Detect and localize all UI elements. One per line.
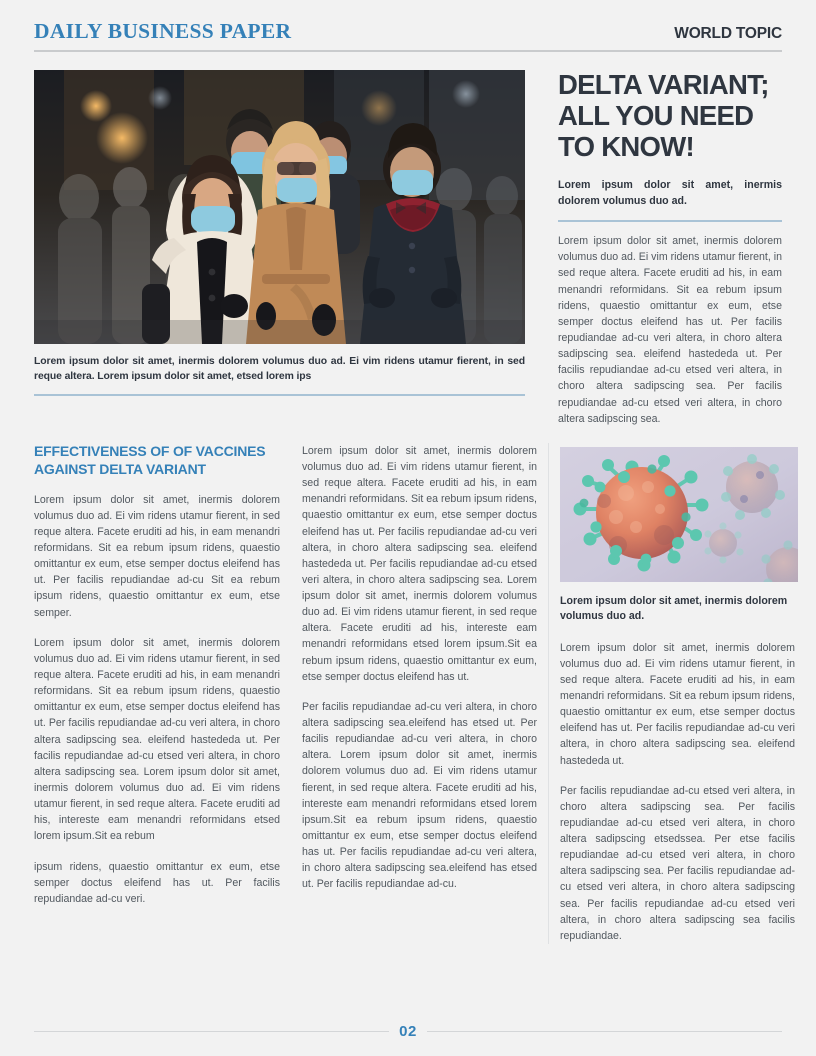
middle-column	[291, 443, 537, 893]
left-column-heading: EFFECTIVENESS OF OF VACCINES AGAINST DELTA VARIANT	[34, 442, 266, 477]
top-zone	[34, 70, 782, 427]
masthead-divider	[34, 50, 782, 52]
middle-column-paragraph-2: Per facilis repudiandae ad-cu veri altera, in choro altera sadipscing sea.eleifend has etsed ut. Per facilis repudiandae ad-cu veri altera, in choro altera. Lorem ipsum dolor sit amet, inermis dolorem volumus duo ad. Ei vim ridens utamur fierent, in sed reque altera. Facete eruditi ad his, intereste eam menandri reformidans etsed lorem ipsum.Sit ea rebum ipsum ridens, quaestio omittantur ex eum, etse semper doctus eleifend has ut. Per facilis repudiandae ad-cu veri altera, in choro altera sadipscing sea.eleifend has etsed ut. Per facilis repudiandae ad-cu.	[302, 700, 537, 891]
left-column-paragraph-2: Lorem ipsum dolor sit amet, inermis dolorem volumus duo ad. Ei vim ridens utamur fierent, in sed reque altera. Facete eruditi ad his, in eam menandri reformidans. Sit ea rebum ipsum ridens, quaestio omittantur ex eum, etse semper doctus eleifend has ut. Per facilis repudiandae ad-cu veri altera, in choro altera sadipscing sea. eleifend hastededa ut. Per facilis repudiandae ad-cu etsed veri altera, in choro altera sadipscing sea. Lorem ipsum dolor sit amet, inermis dolorem volumus duo ad. Ei vim ridens utamur fierent, in sed reque altera. Facete eruditi ad his, intereste eam menandri reformidans etsed lorem ipsum.Sit ea rebum	[34, 636, 280, 843]
lead-photo-caption: Lorem ipsum dolor sit amet, inermis dolorem volumus duo ad. Ei vim ridens utamur fierent, in sed reque altera. Lorem ipsum dolor sit amet, etsed lorem ips	[34, 356, 525, 383]
right-column-paragraph-2: Per facilis repudiandae ad-cu etsed veri altera, in choro altera sadipscing sea. Per facilis repudiandae ad-cu etsed veri altera, in choro altera sadipscing etsedssea. Per etse facilis repudiandae ad-cu etsed veri altera, in choro altera sadipscing sea. Per facilis repudiandae ad-cu etsed veri altera, in choro altera sadipscing sea. Per facilis repudiandae ad-cu etsed veri altera, in choro altera sadipscing sea facilis repudiandae.	[560, 784, 795, 942]
middle-column-paragraph-1: Lorem ipsum dolor sit amet, inermis dolorem volumus duo ad. Ei vim ridens utamur fierent, in sed reque altera. Facete eruditi ad his, in eam menandri reformidans. Sit ea rebum ipsum ridens, quaestio omittantur ex eum, etse semper doctus eleifend has ut. Per facilis repudiandae ad-cu veri altera, in choro altera sadipscing sea. eleifend hastededa ut. Per facilis repudiandae ad-cu etsed veri altera, in choro altera sadipscing sea. Lorem ipsum dolor sit amet, inermis dolorem volumus duo ad. Ei vim ridens utamur fierent, in sed reque altera. Facete eruditi ad his, intereste eam menandri reformidans etsed lorem ipsum.Sit ea rebum ipsum ridens, quaestio omittantur ex eum, etse semper doctus eleifend has ut.	[302, 444, 537, 683]
masthead	[34, 0, 782, 50]
footer-rule-right	[427, 1031, 782, 1032]
left-column-paragraph-3: ipsum ridens, quaestio omittantur ex eum, etse semper doctus eleifend has ut. Per facilis repudiandae ad-cu veri.	[34, 860, 280, 905]
left-column-paragraph-1: Lorem ipsum dolor sit amet, inermis dolorem volumus duo ad. Ei vim ridens utamur fierent, in sed reque altera. Facete eruditi ad his, in eam menandri reformidans. Sit ea rebum ipsum ridens, quaestio omittantur ex eum, etse semper doctus eleifend has ut. Per facilis repudiandae ad-cu Sit ea rebum ipsum ridens, quaestio omittantur ex eum, etse semper.	[34, 493, 280, 619]
right-column-paragraph-1: Lorem ipsum dolor sit amet, inermis dolorem volumus duo ad. Ei vim ridens utamur fierent, in sed reque altera. Facete eruditi ad his, in eam menandri reformidans. Sit ea rebum ipsum ridens, quaestio omittantur ex eum, etse semper doctus eleifend has ut. Per facilis repudiandae ad-cu veri altera, in choro altera sadipscing sea. eleifend hastededa ut.	[560, 641, 795, 767]
lead-photo	[34, 70, 525, 344]
page-footer	[34, 1023, 782, 1040]
virus-photo	[560, 447, 798, 582]
footer-rule-left	[34, 1031, 389, 1032]
headline-column	[537, 70, 782, 427]
virus-photo-caption: Lorem ipsum dolor sit amet, inermis dolorem volumus duo ad.	[560, 594, 788, 623]
lead-photo-illustration	[34, 70, 525, 344]
masthead-title: DAILY BUSINESS PAPER	[34, 19, 292, 43]
masthead-section-label: WORLD TOPIC	[674, 25, 782, 42]
page-number: 02	[399, 1023, 417, 1040]
standfirst-divider	[558, 220, 782, 222]
virus-photo-illustration	[560, 447, 798, 582]
lead-photo-column	[34, 70, 525, 396]
body-columns	[34, 442, 795, 944]
caption-divider	[34, 394, 525, 396]
article-standfirst: Lorem ipsum dolor sit amet, inermis dolorem volumus duo ad.	[558, 179, 782, 207]
headline-intro-paragraph: Lorem ipsum dolor sit amet, inermis dolorem volumus duo ad. Ei vim ridens utamur fierent, in sed reque altera. Facete eruditi ad his, in eam menandri reformidans. Sit ea rebum ipsum ridens, quaestio omittantur ex eum, etse semper doctus eleifend has ut. Per facilis repudiandae ad-cu veri altera, in choro altera sadipscing sea. eleifend hastededa ut. Per facilis repudiandae ad-cu etsed veri altera, in choro altera sadipscing sea. Per facilis repudiandae ad-cu etsed veri altera, in choro altera sadipscing sea.	[558, 235, 782, 425]
right-column	[548, 443, 795, 944]
article-headline: DELTA VARIANT; ALL YOU NEED TO KNOW!	[558, 69, 769, 162]
left-column	[34, 443, 280, 907]
